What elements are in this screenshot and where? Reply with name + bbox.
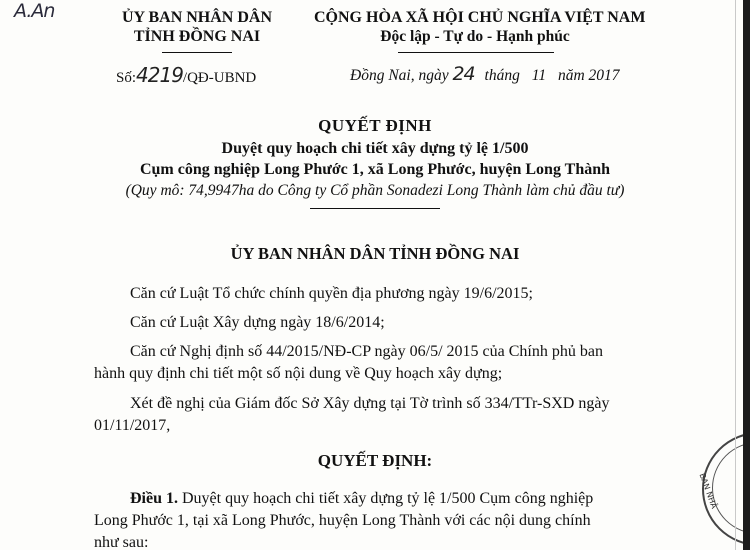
date-month: 11 — [531, 67, 547, 84]
doc-number-suffix: /QĐ-UBND — [182, 70, 257, 86]
title-underline — [310, 208, 440, 209]
national-motto: Độc lập - Tự do - Hạnh phúc — [380, 28, 570, 45]
issue-date — [350, 63, 620, 85]
scan-edge-shadow — [743, 0, 750, 550]
basis-2: Căn cứ Luật Xây dựng ngày 18/6/2014; — [130, 314, 385, 331]
subject-line-2: Cụm công nghiệp Long Phước 1, xã Long Phước, huyện Long Thành — [139, 161, 611, 178]
basis-3: Căn cứ Nghị định số 44/2015/NĐ-CP ngày 06/5/ 2015 của Chính phủ ban — [130, 343, 603, 360]
article-1-line-1 — [130, 490, 593, 508]
issuing-authority: ỦY BAN NHÂN DÂN TỈNH ĐỒNG NAI — [230, 244, 520, 263]
agency-name: ỦY BAN NHÂN DÂN — [121, 9, 273, 26]
nation-name: CỘNG HÒA XÃ HỘI CHỦ NGHĨA VIỆT NAM — [314, 9, 646, 26]
article-1-text: Duyệt quy hoạch chi tiết xây dựng tỷ lệ 1/500 Cụm công nghiệp — [182, 490, 594, 507]
scan-edge-line — [735, 0, 736, 550]
agency-underline — [162, 52, 232, 53]
date-year-label: năm — [557, 67, 585, 84]
document-type-heading: QUYẾT ĐỊNH — [318, 116, 432, 135]
scope-line: (Quy mô: 74,9947ha do Công ty Cổ phần Sonadezi Long Thành làm chủ đầu tư) — [125, 182, 625, 199]
basis-4: Xét đề nghị của Giám đốc Sở Xây dựng tại Tờ trình số 334/TTr-SXD ngày — [130, 395, 610, 412]
doc-number — [116, 63, 256, 87]
motto-underline — [398, 52, 554, 53]
subject-line-1: Duyệt quy hoạch chi tiết xây dựng tỷ lệ 1/500 — [221, 140, 529, 157]
basis-3-continued: hành quy định chi tiết một số nội dung về Quy hoạch xây dựng; — [94, 365, 503, 382]
agency-province: TỈNH ĐỒNG NAI — [133, 28, 261, 45]
basis-1: Căn cứ Luật Tổ chức chính quyền địa phương ngày 19/6/2015; — [130, 285, 533, 302]
date-month-label: tháng — [484, 67, 520, 84]
seal-text: BAN NHÂ — [697, 472, 719, 510]
date-day: 24 — [452, 63, 475, 85]
date-year: 2017 — [588, 67, 620, 84]
doc-number-value: 4219 — [136, 63, 183, 87]
date-prefix: Đồng Nai, ngày — [350, 67, 449, 84]
doc-number-prefix: Số: — [116, 70, 137, 86]
article-1-line-2: Long Phước 1, tại xã Long Phước, huyện Long Thành với các nội dung chính — [94, 512, 591, 529]
handwritten-note: A.An — [14, 0, 55, 22]
article-1-line-3: như sau: — [94, 534, 149, 551]
decision-heading: QUYẾT ĐỊNH: — [317, 451, 433, 470]
basis-4-continued: 01/11/2017, — [94, 417, 171, 434]
article-1-label: Điều 1. — [130, 490, 178, 507]
